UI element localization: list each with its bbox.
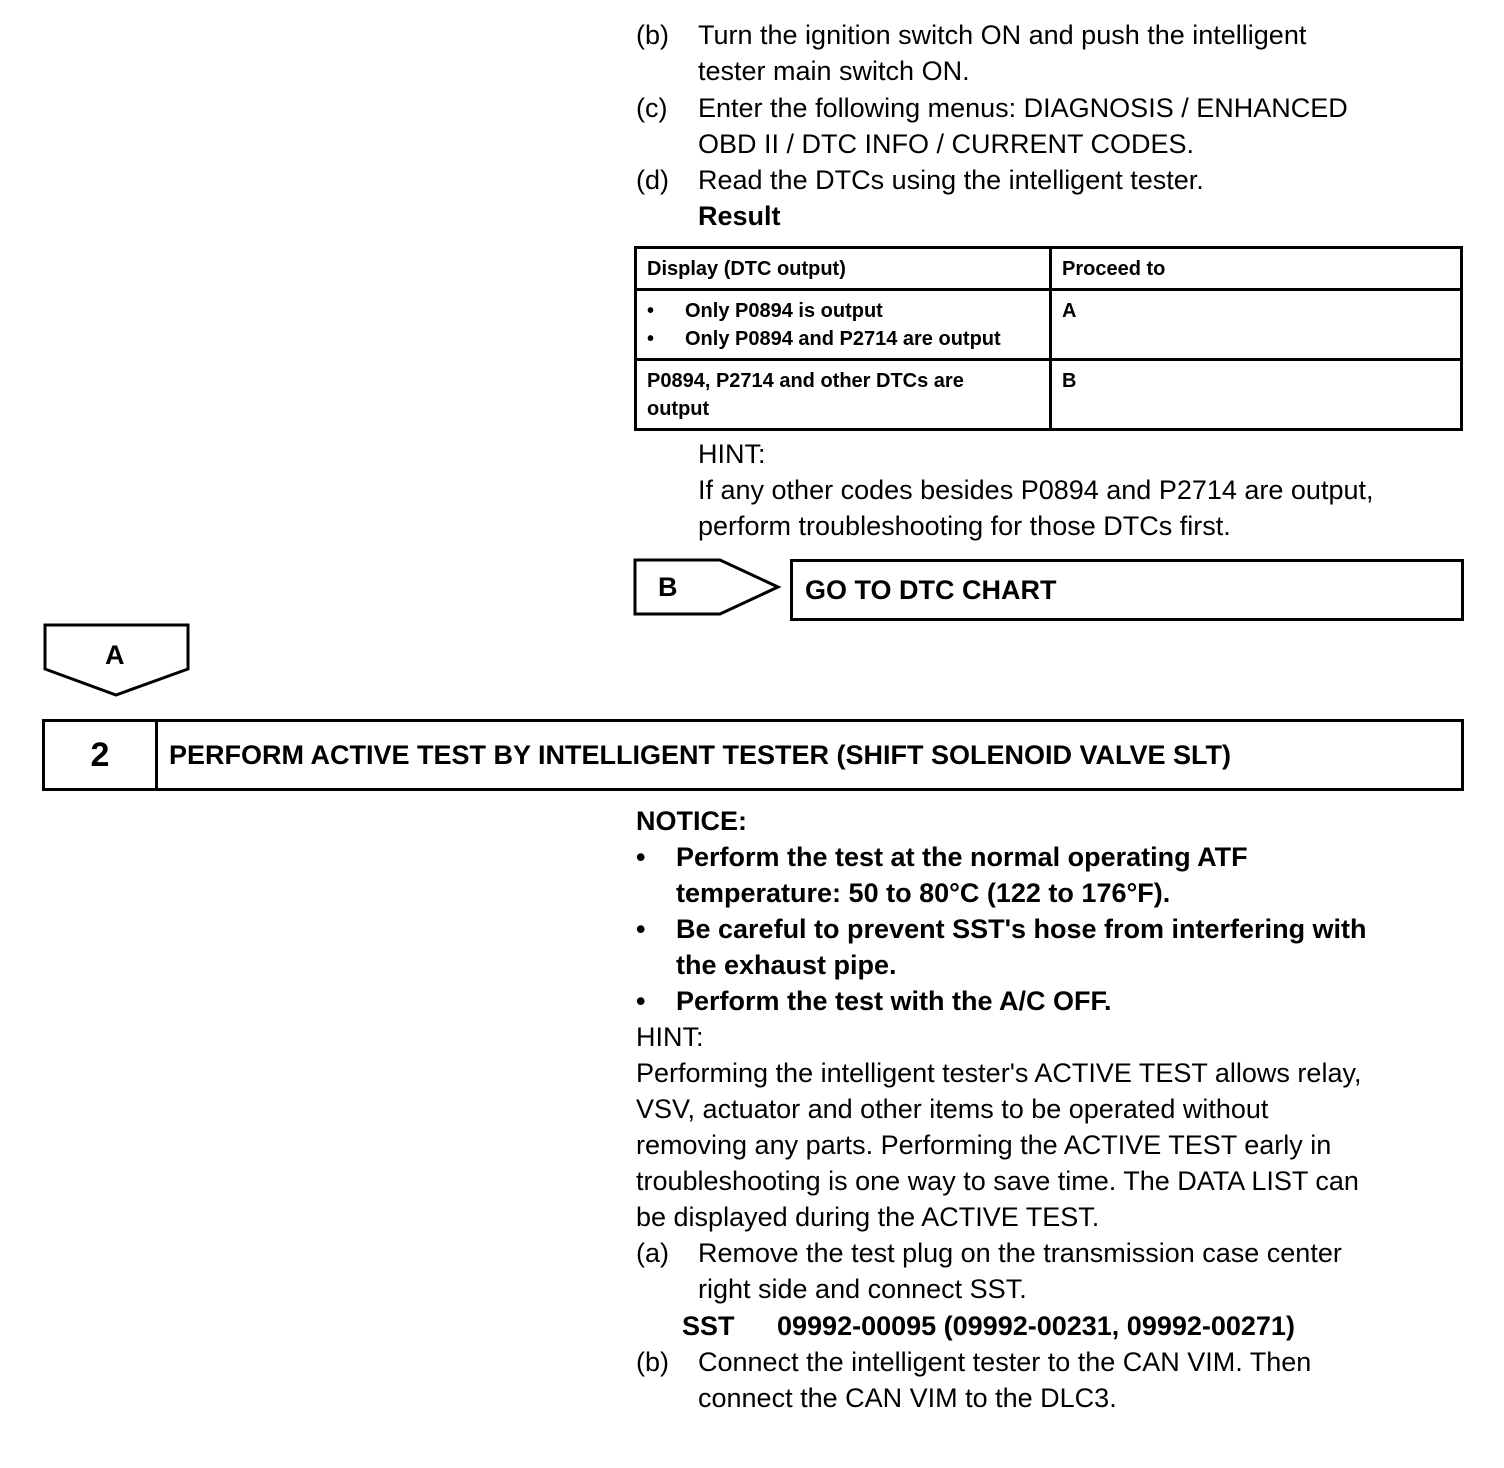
bullet-text: Only P0894 and P2714 are output bbox=[685, 328, 1001, 350]
hint-block bbox=[636, 1019, 1466, 1235]
step-label: (c) bbox=[636, 93, 668, 123]
bullet: • bbox=[647, 328, 655, 350]
step-text-line: right side and connect SST. bbox=[698, 1274, 1027, 1304]
cell-line: output bbox=[647, 398, 710, 420]
cell-line: P0894, P2714 and other DTCs are bbox=[647, 370, 964, 392]
notice-line: Perform the test with the A/C OFF. bbox=[676, 986, 1112, 1016]
step-a bbox=[636, 1235, 1466, 1307]
step-d bbox=[636, 162, 1466, 234]
branch-b-arrow bbox=[632, 557, 784, 617]
step-label: (d) bbox=[636, 165, 669, 195]
step-text-line: tester main switch ON. bbox=[698, 56, 970, 86]
step-text-line: connect the CAN VIM to the DLC3. bbox=[698, 1383, 1117, 1413]
step-label: (b) bbox=[636, 1347, 669, 1377]
result-table bbox=[634, 246, 1463, 431]
branch-b-text: GO TO DTC CHART bbox=[805, 575, 1057, 605]
table-header: Display (DTC output) bbox=[636, 248, 1051, 290]
step-title: PERFORM ACTIVE TEST BY INTELLIGENT TESTER (SHIFT SOLENOID VALVE SLT) bbox=[169, 739, 1232, 770]
step-text-line: Remove the test plug on the transmission case center bbox=[698, 1238, 1342, 1268]
table-row bbox=[636, 290, 1462, 360]
notice-line: Be careful to prevent SST's hose from interfering with bbox=[676, 914, 1367, 944]
go-to-dtc-chart-box bbox=[790, 559, 1464, 621]
branch-a-letter: A bbox=[105, 640, 125, 670]
hint-line: If any other codes besides P0894 and P2714 are output, bbox=[698, 475, 1374, 505]
table-header: Proceed to bbox=[1051, 248, 1462, 290]
step-text-line: Connect the intelligent tester to the CAN VIM. Then bbox=[698, 1347, 1312, 1377]
table-cell: A bbox=[1051, 290, 1462, 360]
bullet: • bbox=[636, 914, 646, 944]
table-cell: B bbox=[1051, 360, 1462, 430]
hint-line: Performing the intelligent tester's ACTIVE TEST allows relay, bbox=[636, 1058, 1362, 1088]
bullet: • bbox=[636, 986, 646, 1016]
bullet-text: Only P0894 is output bbox=[685, 300, 883, 322]
hint-line: be displayed during the ACTIVE TEST. bbox=[636, 1202, 1100, 1232]
notice-line: Perform the test at the normal operating ATF bbox=[676, 842, 1248, 872]
bullet: • bbox=[647, 300, 655, 322]
result-label: Result bbox=[698, 201, 781, 231]
step-b-bottom bbox=[636, 1344, 1466, 1416]
table-cell bbox=[636, 360, 1051, 430]
notice-item bbox=[636, 839, 1466, 911]
hint-block bbox=[698, 436, 1468, 544]
table-header-row bbox=[636, 248, 1462, 290]
bullet: • bbox=[636, 842, 646, 872]
step-number: 2 bbox=[45, 722, 158, 788]
branch-b-letter: B bbox=[658, 572, 678, 602]
step-label: (a) bbox=[636, 1238, 669, 1268]
step-b bbox=[636, 17, 1466, 89]
hint-label: HINT: bbox=[698, 439, 766, 469]
sst-line bbox=[682, 1308, 1462, 1344]
step-text-line: Turn the ignition switch ON and push the intelligent bbox=[698, 20, 1307, 50]
sst-label: SST bbox=[682, 1311, 735, 1341]
table-row bbox=[636, 360, 1462, 430]
notice-line: the exhaust pipe. bbox=[676, 950, 897, 980]
hint-line: troubleshooting is one way to save time. The DATA LIST can bbox=[636, 1166, 1359, 1196]
step-text-line: Enter the following menus: DIAGNOSIS / ENHANCED bbox=[698, 93, 1348, 123]
notice-label: NOTICE: bbox=[636, 806, 747, 836]
notice-item bbox=[636, 983, 1466, 1019]
notice-line: temperature: 50 to 80°C (122 to 176°F). bbox=[676, 878, 1171, 908]
table-cell bbox=[636, 290, 1051, 360]
hint-label: HINT: bbox=[636, 1022, 704, 1052]
hint-line: removing any parts. Performing the ACTIVE TEST early in bbox=[636, 1130, 1332, 1160]
hint-line: VSV, actuator and other items to be operated without bbox=[636, 1094, 1269, 1124]
step-text-line: OBD II / DTC INFO / CURRENT CODES. bbox=[698, 129, 1195, 159]
step-2-header bbox=[42, 719, 1464, 791]
notice-item bbox=[636, 911, 1466, 983]
sst-value: 09992-00095 (09992-00231, 09992-00271) bbox=[777, 1311, 1295, 1341]
hint-line: perform troubleshooting for those DTCs first. bbox=[698, 511, 1231, 541]
step-text-line: Read the DTCs using the intelligent tester. bbox=[698, 165, 1204, 195]
step-label: (b) bbox=[636, 20, 669, 50]
step-c bbox=[636, 90, 1466, 162]
